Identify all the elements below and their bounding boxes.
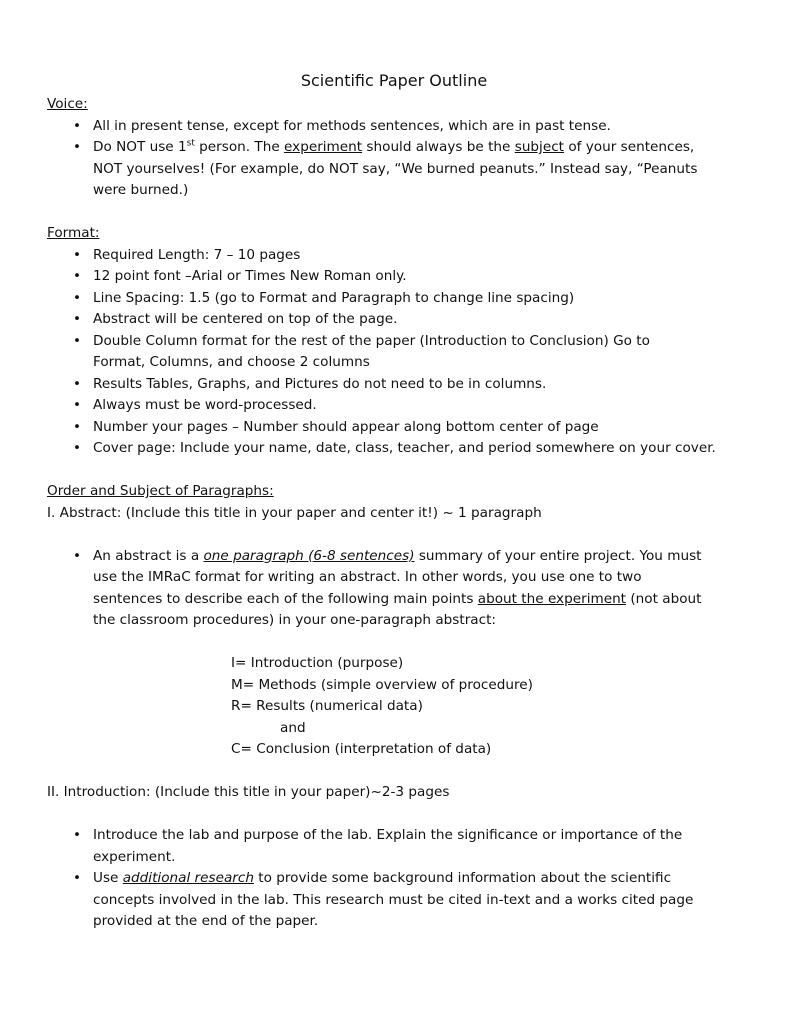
bullet-icon: •	[73, 870, 82, 886]
bullet-icon: •	[73, 246, 82, 263]
list-item	[47, 438, 767, 460]
list-item-text: Format, Columns, and choose 2 columns	[93, 354, 370, 370]
list-item	[47, 395, 767, 417]
bullet-icon: •	[73, 827, 82, 843]
list-item-text: Line Spacing: 1.5 (go to Format and Paragraph to change line spacing)	[93, 289, 575, 306]
list-item: • Do NOT use 1st person. The experiment should always be the subject of your sentences, NOT yourselves! (For example, do NOT say, “We burned peanuts.” Instead say, “Peanuts were burned.)	[73, 138, 698, 198]
imrac-methods: M= Methods (simple overview of procedure)	[231, 676, 533, 693]
document-title: Scientific Paper Outline	[300, 71, 488, 90]
imrac-and: and	[280, 719, 306, 736]
imrac-results: R= Results (numerical data)	[231, 698, 423, 714]
imrac-introduction: I= Introduction (purpose)	[231, 655, 404, 671]
bullet-icon: •	[73, 117, 82, 134]
list-item: • Introduce the lab and purpose of the lab. Explain the significance or importance of the experiment.	[73, 827, 683, 865]
bullet-icon: •	[73, 547, 82, 564]
introduction-title: II. Introduction: (Include this title in your paper)~2-3 pages	[47, 784, 450, 800]
bullet-icon: •	[73, 311, 82, 327]
list-item-text: Abstract will be centered on top of the page.	[93, 311, 398, 327]
imrac-conclusion: C= Conclusion (interpretation of data)	[231, 741, 492, 757]
order-heading: Order and Subject of Paragraphs:	[47, 483, 274, 499]
list-item-text: 12 point font –Arial or Times New Roman only.	[93, 268, 407, 284]
document-body	[47, 94, 767, 933]
list-item-text: Required Length: 7 – 10 pages	[93, 246, 301, 263]
list-item: • An abstract is a one paragraph (6-8 sentences) summary of your entire project. You must use the IMRaC format for writing an abstract. In other words, you use one to two sentences to describe each of the following main points about the experiment (not about the classroom procedures) in your one-paragraph abstract:	[73, 547, 702, 628]
list-item-text: Number your pages – Number should appear along bottom center of page	[93, 418, 599, 435]
list-item	[47, 417, 767, 439]
bullet-icon: •	[73, 397, 82, 413]
bullet-icon: •	[73, 268, 82, 284]
format-heading: Format:	[47, 225, 100, 241]
list-item: • Use additional research to provide some background information about the scientific concepts involved in the lab. This research must be cited in-text and a works cited page provided at the end of the paper.	[73, 870, 694, 929]
list-item	[47, 266, 767, 288]
bullet-icon: •	[73, 289, 82, 306]
list-item	[47, 331, 767, 374]
list-item: • All in present tense, except for methods sentences, which are in past tense.	[47, 116, 767, 138]
list-item-text: Double Column format for the rest of the paper (Introduction to Conclusion) Go to	[93, 332, 650, 349]
bullet-icon: •	[73, 440, 82, 456]
list-item	[47, 288, 767, 310]
bullet-icon: •	[73, 418, 82, 435]
list-item-text: Always must be word-processed.	[93, 397, 317, 413]
list-item	[47, 309, 767, 331]
format-list	[47, 245, 767, 460]
bullet-icon: •	[73, 332, 82, 349]
list-item	[47, 374, 767, 396]
list-item-text: Results Tables, Graphs, and Pictures do not need to be in columns.	[93, 375, 547, 392]
abstract-title: I. Abstract: (Include this title in your paper and center it!) ~ 1 paragraph	[47, 504, 542, 521]
list-item	[47, 245, 767, 267]
bullet-icon: •	[73, 139, 82, 155]
bullet-icon: •	[73, 375, 82, 392]
voice-heading: Voice:	[47, 96, 88, 112]
list-item-text: Cover page: Include your name, date, class, teacher, and period somewhere on your cover.	[93, 440, 716, 456]
